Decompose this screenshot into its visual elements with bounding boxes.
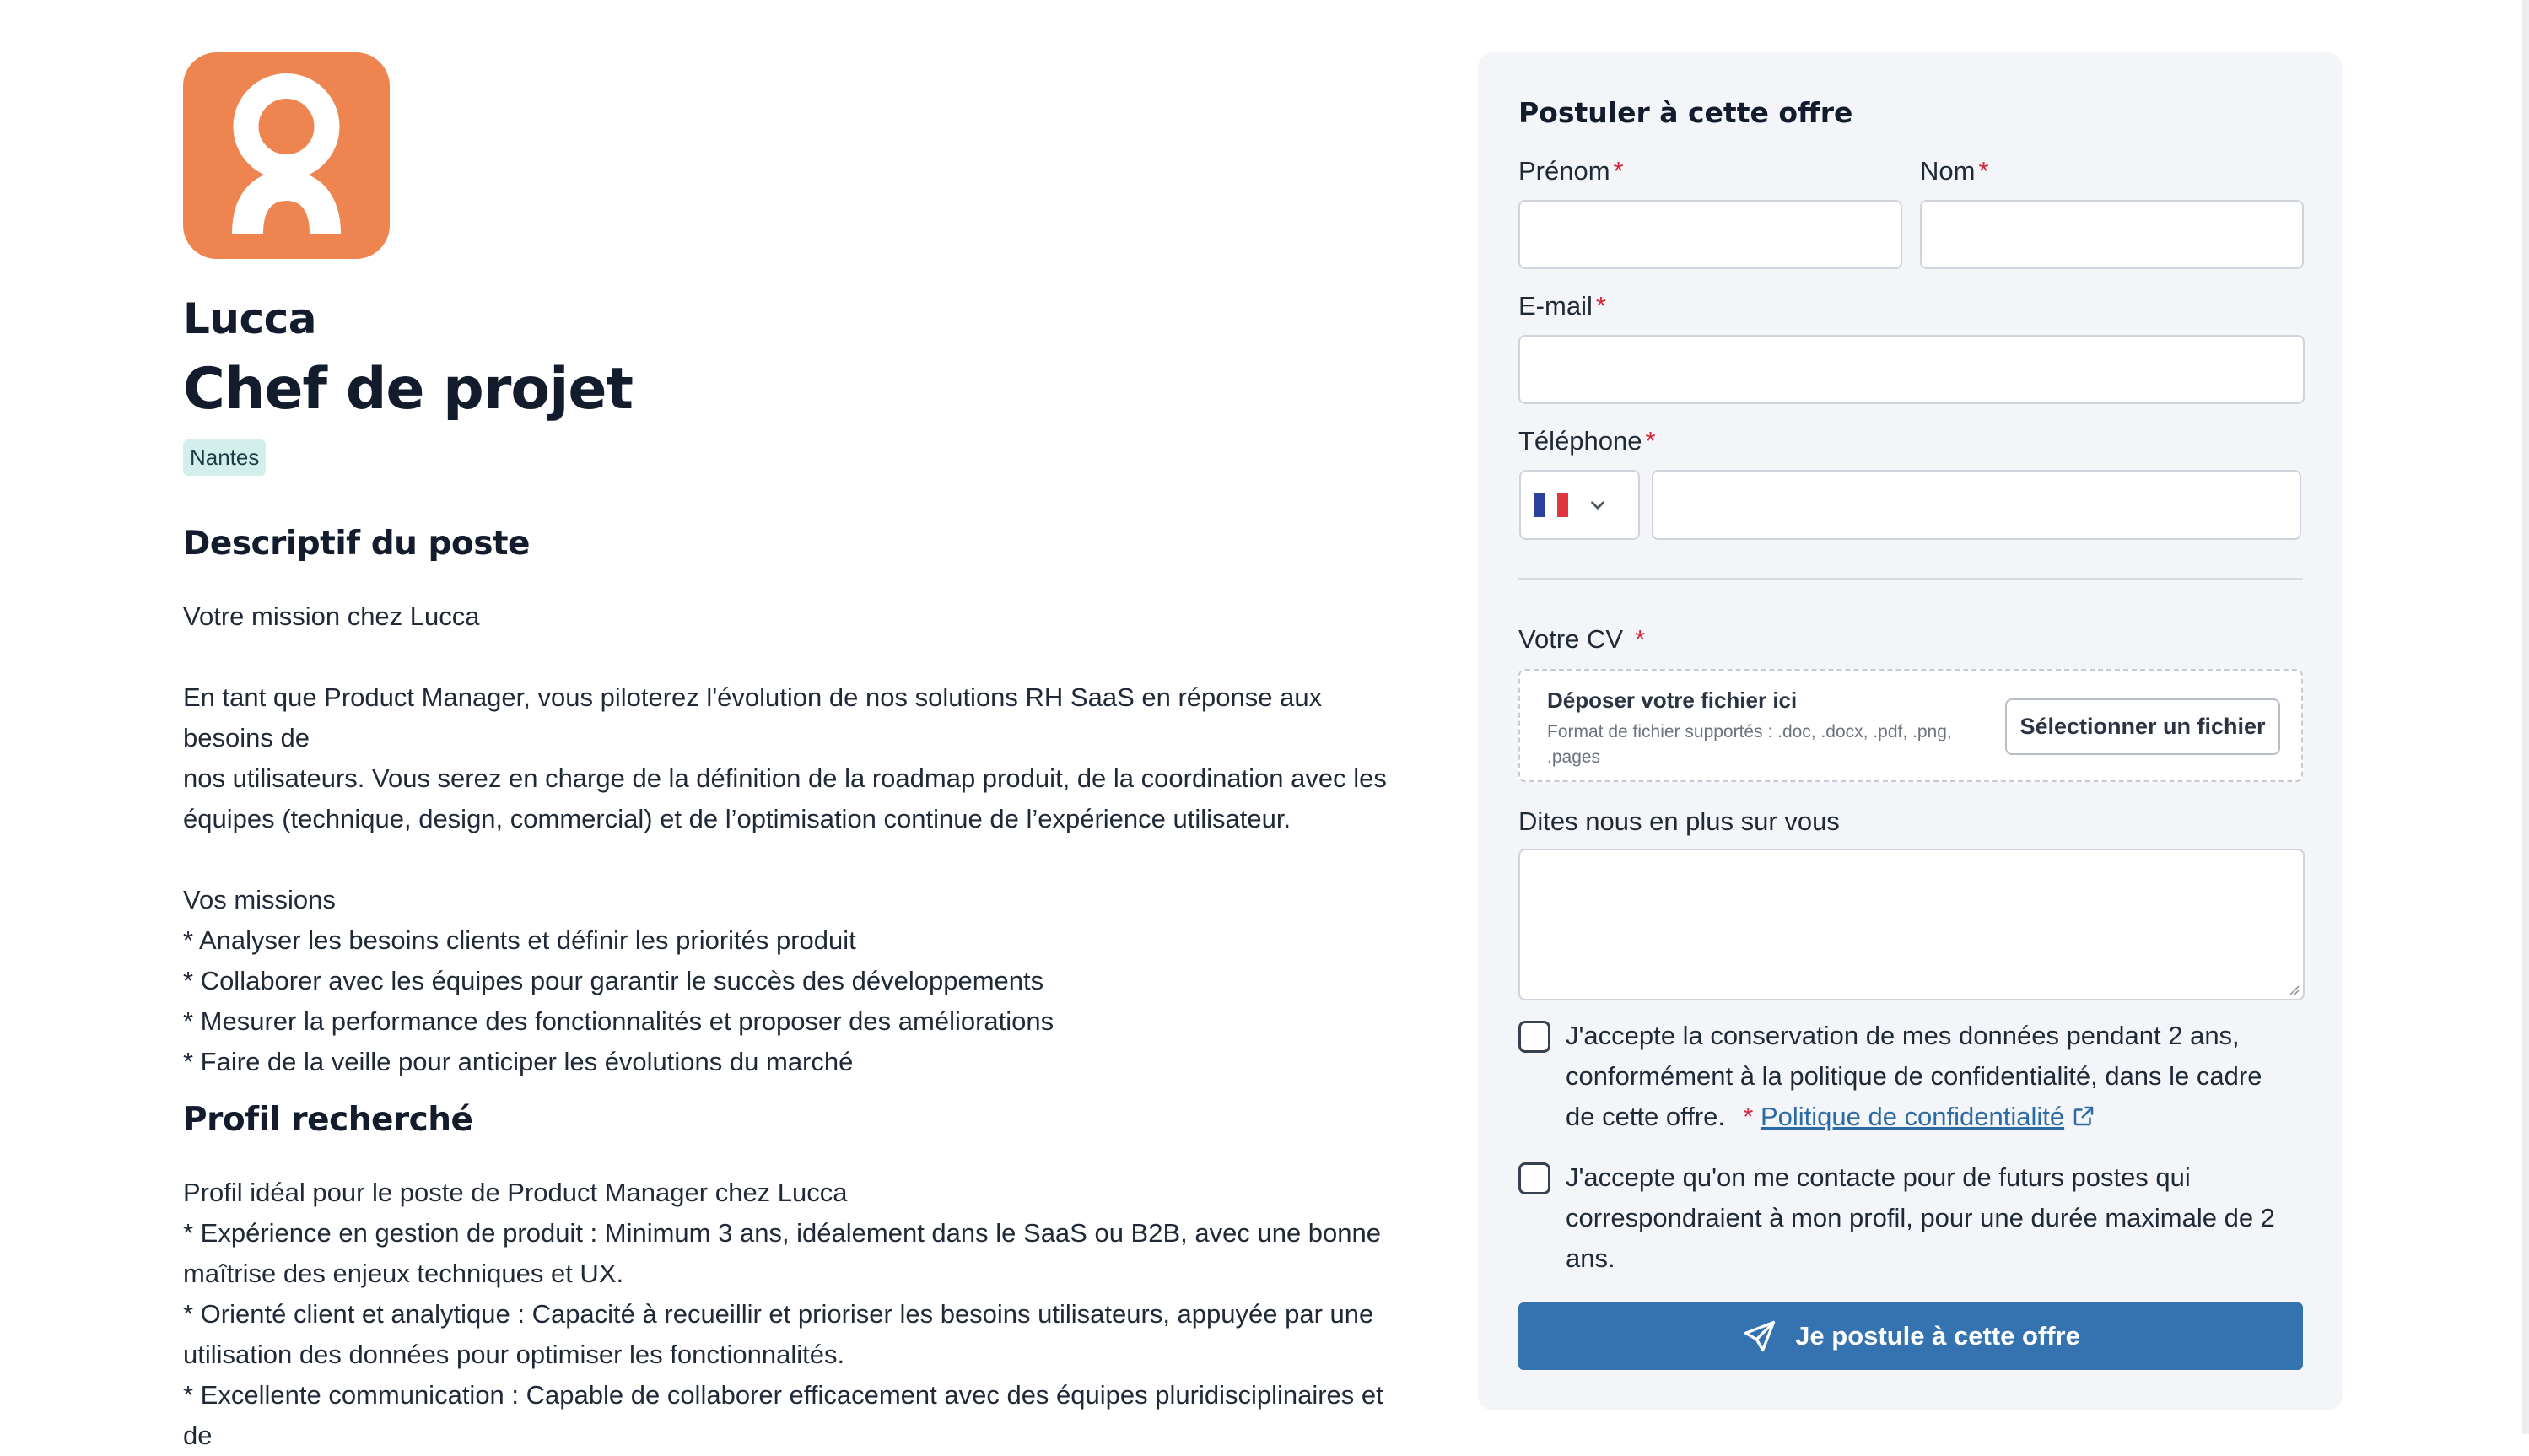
send-icon bbox=[1741, 1318, 1778, 1355]
required-mark: * bbox=[1595, 291, 1606, 321]
submit-label: Je postule à cette offre bbox=[1795, 1321, 2080, 1351]
email-label: E-mail * bbox=[1518, 291, 1606, 321]
profile-line: * Expérience en gestion de produit : Minimum 3 ans, idéalement dans le SaaS ou B2B, avec une bonne bbox=[183, 1217, 1382, 1248]
required-mark: * bbox=[1978, 156, 1989, 186]
consent-data-checkbox[interactable] bbox=[1518, 1021, 1550, 1053]
privacy-policy-link[interactable]: Politique de confidentialité bbox=[1760, 1102, 2065, 1131]
profile-line: * Excellente communication : Capable de collaborer efficacement avec des équipes pluridisciplinaires et de bbox=[183, 1379, 1383, 1450]
divider bbox=[1518, 578, 2303, 580]
description-intro: Votre mission chez Lucca bbox=[183, 601, 480, 631]
required-mark: * bbox=[1635, 624, 1646, 654]
france-flag-icon bbox=[1534, 493, 1568, 517]
description-paragraph bbox=[183, 677, 1415, 839]
job-title: Chef de projet bbox=[183, 356, 634, 423]
dropzone-title: Déposer votre fichier ici bbox=[1547, 688, 1798, 713]
mission-item: * Faire de la veille pour anticiper les évolutions du marché bbox=[183, 1046, 854, 1076]
company-logo bbox=[183, 52, 390, 259]
mission-item: * Analyser les besoins clients et définir les priorités produit bbox=[183, 925, 856, 955]
lucca-logo-icon bbox=[183, 52, 390, 259]
cv-label: Votre CV * bbox=[1518, 624, 1646, 654]
location-tag: Nantes bbox=[183, 439, 266, 476]
phone-input[interactable] bbox=[1652, 470, 2301, 540]
profile-line: * Orienté client et analytique : Capacité à recueillir et prioriser les besoins utilisateurs, appuyée par une bbox=[183, 1298, 1374, 1329]
email-input[interactable] bbox=[1518, 335, 2305, 404]
last-name-label: Nom * bbox=[1920, 156, 1989, 186]
description-line: nos utilisateurs. Vous serez en charge de la définition de la roadmap produit, de la coordination avec les bbox=[183, 763, 1387, 793]
consent-contact-checkbox[interactable] bbox=[1518, 1162, 1550, 1194]
description-line: En tant que Product Manager, vous piloterez l'évolution de nos solutions RH SaaS en réponse aux besoins de bbox=[183, 682, 1323, 752]
dropzone-hint: Format de fichier supportés : .doc, .docx, .pdf, .png, .pages bbox=[1547, 722, 1952, 767]
profile-paragraph bbox=[183, 1173, 1415, 1456]
scrollbar[interactable] bbox=[2522, 0, 2529, 1434]
last-name-input[interactable] bbox=[1920, 200, 2304, 269]
phone-country-select[interactable] bbox=[1519, 470, 1640, 540]
first-name-input[interactable] bbox=[1518, 200, 1902, 269]
mission-item: * Mesurer la performance des fonctionnalités et proposer des améliorations bbox=[183, 1006, 1054, 1036]
description-heading: Descriptif du poste bbox=[183, 524, 531, 563]
missions-title: Vos missions bbox=[183, 884, 336, 914]
application-form bbox=[1478, 52, 2343, 1410]
mission-item: * Collaborer avec les équipes pour garantir le succès des développements bbox=[183, 965, 1044, 995]
about-textarea[interactable] bbox=[1518, 849, 2305, 1000]
description-line: équipes (technique, design, commercial) et de l’optimisation continue de l’expérience utilisateur. bbox=[183, 803, 1291, 833]
first-name-label: Prénom * bbox=[1518, 156, 1624, 186]
required-mark: * bbox=[1645, 426, 1656, 456]
profile-heading: Profil recherché bbox=[183, 1100, 473, 1139]
job-details bbox=[183, 52, 1415, 1456]
chevron-down-icon bbox=[1587, 494, 1609, 516]
about-label: Dites nous en plus sur vous bbox=[1518, 806, 1840, 836]
profile-line: Profil idéal pour le poste de Product Manager chez Lucca bbox=[183, 1177, 848, 1207]
required-mark: * bbox=[1743, 1102, 1754, 1131]
submit-application-button[interactable] bbox=[1518, 1302, 2303, 1370]
external-link-icon bbox=[2071, 1103, 2096, 1129]
profile-line: maîtrise des enjeux techniques et UX. bbox=[183, 1258, 624, 1288]
consent-data-text: J'accepte la conservation de mes données pendant 2 ans, conformément à la politique de confidentialité, dans le cadre de cette offre. * Politique de confidentialité bbox=[1566, 1021, 2262, 1131]
required-mark: * bbox=[1613, 156, 1624, 186]
consent-contact-text: J'accepte qu'on me contacte pour de futurs postes qui correspondraient à mon profil, pour une durée maximale de 2 ans. bbox=[1566, 1162, 2275, 1273]
phone-label: Téléphone * bbox=[1518, 426, 1656, 456]
resize-handle-icon[interactable] bbox=[2288, 984, 2300, 995]
company-name: Lucca bbox=[183, 294, 316, 343]
select-file-button[interactable]: Sélectionner un fichier bbox=[2005, 698, 2280, 755]
missions-list bbox=[183, 880, 1415, 1082]
cv-dropzone[interactable] bbox=[1518, 669, 2303, 782]
form-title: Postuler à cette offre bbox=[1518, 96, 1853, 129]
profile-line: utilisation des données pour optimiser les fonctionnalités. bbox=[183, 1339, 845, 1369]
